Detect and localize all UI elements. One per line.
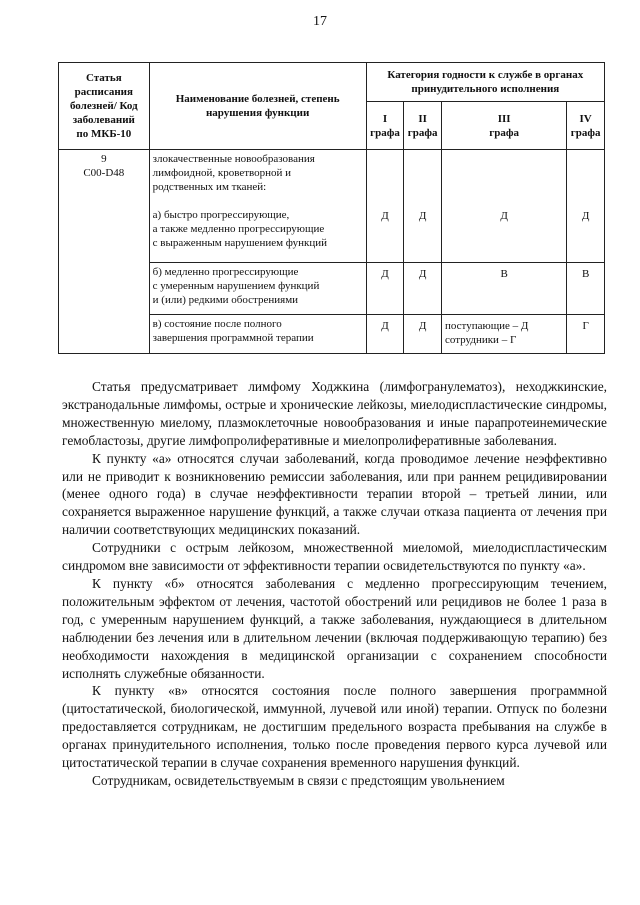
disease-description: в) состояние после полного завершения программной терапии	[149, 315, 366, 354]
header-graph-4: IV графа	[567, 102, 605, 150]
paragraph: К пункту «б» относятся заболевания с медленно прогрессирующим течением, положительным эффектом от лечения, частотой обострений или рецидивов не более 1 раза в год, с умеренным нарушением функций, а также заболевания, нуждающиеся в длительном наблюдении без лечения или в длительном лечении (включая поддерживающую терапию) без необходимости нахождения в медицинской организации с сохранением способности исполнять служебные обязанности.	[62, 575, 607, 681]
paragraph: Сотрудникам, освидетельствуемым в связи с предстоящим увольнением	[92, 772, 505, 788]
disease-description: б) медленно прогрессирующие с умеренным нарушением функций и (или) редкими обострениями	[149, 263, 366, 315]
paragraph: К пункту «в» относятся состояния после полного завершения программной (цитостатической, биологической, иммунной, лучевой или иной) терапии. Отпуск по болезни предоставляется сотрудникам, не достигшим предельного возраста пребывания на службе в органах принудительного исполнения, только после проведения первого курса лучевой или цитостатической терапии в случае сохранения временного нарушения функций.	[62, 683, 607, 771]
graph-4-value: Д	[567, 150, 605, 263]
fitness-category-table	[58, 62, 605, 354]
article-number: 9	[101, 153, 107, 165]
page-number: 17	[313, 14, 327, 29]
explanatory-text	[62, 378, 607, 790]
graph-4-value: В	[567, 263, 605, 315]
graph-3-value: поступающие – Д сотрудники – Г	[442, 315, 567, 354]
header-fitness-category: Категория годности к службе в органах принудительного исполнения	[366, 63, 604, 102]
article-code-cell	[59, 150, 150, 354]
graph-2-value: Д	[404, 150, 442, 263]
table-row	[59, 150, 605, 263]
header-disease-name: Наименование болезней, степень нарушения функции	[149, 63, 366, 150]
disease-description: злокачественные новообразования лимфоидной, кроветворной и родственных им тканей: а) быстро прогрессирующие, а также медленно прогрессирующие с выраженным нарушением функций	[149, 150, 366, 263]
header-graph-1: I графа	[366, 102, 404, 150]
graph-1-value: Д	[366, 263, 404, 315]
graph-1-value: Д	[366, 150, 404, 263]
graph-1-value: Д	[366, 315, 404, 354]
graph-2-value: Д	[404, 263, 442, 315]
paragraph: К пункту «а» относятся случаи заболеваний, когда проводимое лечение неэффективно или не приводит к возникновению ремиссии заболевания, или при раннем рецидивировании (менее одного года) в случае неэффективности терапии второй – третьей линии, или сохраняется выраженное нарушение функций, а также случаи отказа пациента от лечения при наличии соответствующих медицинских показаний.	[62, 450, 607, 538]
header-graph-2: II графа	[404, 102, 442, 150]
graph-4-value: Г	[567, 315, 605, 354]
icd-code: C00-D48	[83, 167, 125, 179]
header-article-code: Статья расписания болезней/ Код заболеваний по МКБ-10	[59, 63, 150, 150]
header-graph-3: III графа	[442, 102, 567, 150]
graph-3-value: В	[442, 263, 567, 315]
paragraph: Статья предусматривает лимфому Ходжкина (лимфогранулематоз), неходжкинские, экстранодальные лимфомы, острые и хронические лейкозы, миелодиспластические синдромы, множественную миелому, плазмоклеточные новообразования и иные парапротеинемические гемобластозы, другие лимфопролиферативные и миелопролиферативные заболевания.	[62, 379, 607, 448]
paragraph: Сотрудники с острым лейкозом, множественной миеломой, миелодиспластическим синдромом вне зависимости от эффективности терапии освидетельствуются по пункту «а».	[62, 540, 607, 574]
graph-3-value: Д	[442, 150, 567, 263]
graph-2-value: Д	[404, 315, 442, 354]
